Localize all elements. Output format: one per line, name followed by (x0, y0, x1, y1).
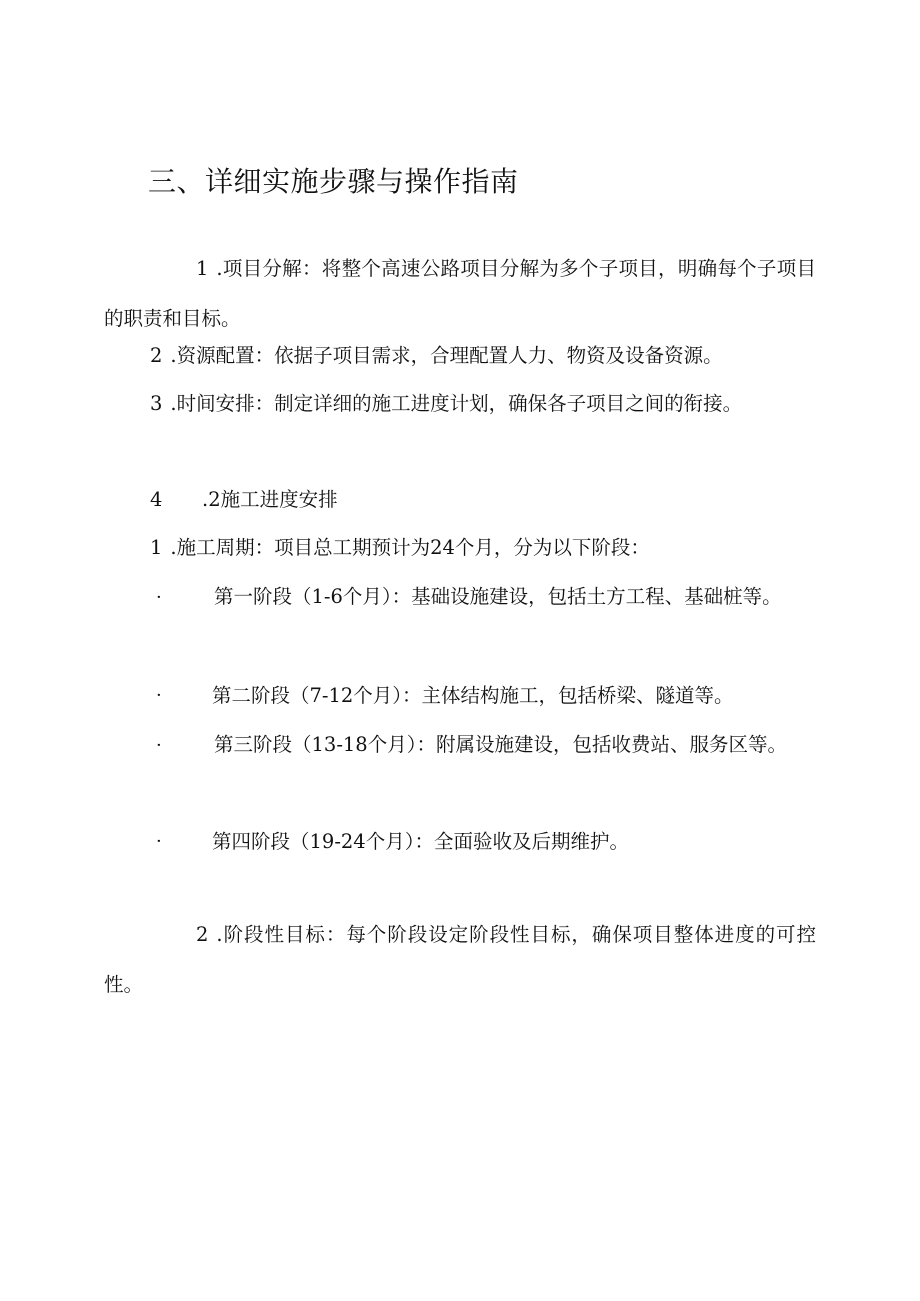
bullet-dot-icon: · (156, 831, 162, 852)
period-item (150, 534, 650, 562)
goal-item (104, 910, 816, 1010)
step-item-3 (150, 390, 742, 418)
goal-number: 2 (196, 923, 209, 946)
step-text: .项目分解：将整个高速公路项目分解为多个子项目，明确每个子项目的职责和目标。 (104, 257, 816, 330)
step-item-2 (150, 342, 723, 370)
phase-item-2: 第二阶段（7-12个月）：主体结构施工，包括桥梁、隧道等。 (212, 684, 734, 707)
step-number: 1 (196, 257, 209, 280)
bullet-dot-icon: · (156, 735, 162, 756)
bullet-dot-icon: · (156, 587, 162, 608)
phase-item-1: 第一阶段（1-6个月）：基础设施建设，包括土方工程、基础桩等。 (214, 585, 782, 608)
period-number: 1 (150, 536, 163, 559)
phase-item-4: 第四阶段（19-24个月）：全面验收及后期维护。 (212, 830, 629, 853)
step-text: .时间安排：制定详细的施工进度计划，确保各子项目之间的衔接。 (170, 392, 743, 415)
step-number: 2 (150, 344, 163, 367)
phase-item-3: 第三阶段（13-18个月）：附属设施建设，包括收费站、服务区等。 (214, 733, 787, 756)
step-number: 3 (150, 392, 163, 415)
subsection-number: 4 (150, 488, 163, 511)
subsection-title: .2施工进度安排 (202, 488, 338, 511)
step-item-1 (104, 244, 816, 344)
step-text: .资源配置：依据子项目需求，合理配置人力、物资及设备资源。 (170, 344, 723, 367)
period-text: .施工周期：项目总工期预计为24个月，分为以下阶段： (170, 536, 650, 559)
section-heading: 三、详细实施步骤与操作指南 (148, 165, 519, 198)
subsection-heading (150, 486, 338, 514)
bullet-dot-icon: · (156, 685, 162, 706)
goal-text: .阶段性目标：每个阶段设定阶段性目标，确保项目整体进度的可控性。 (104, 923, 816, 996)
